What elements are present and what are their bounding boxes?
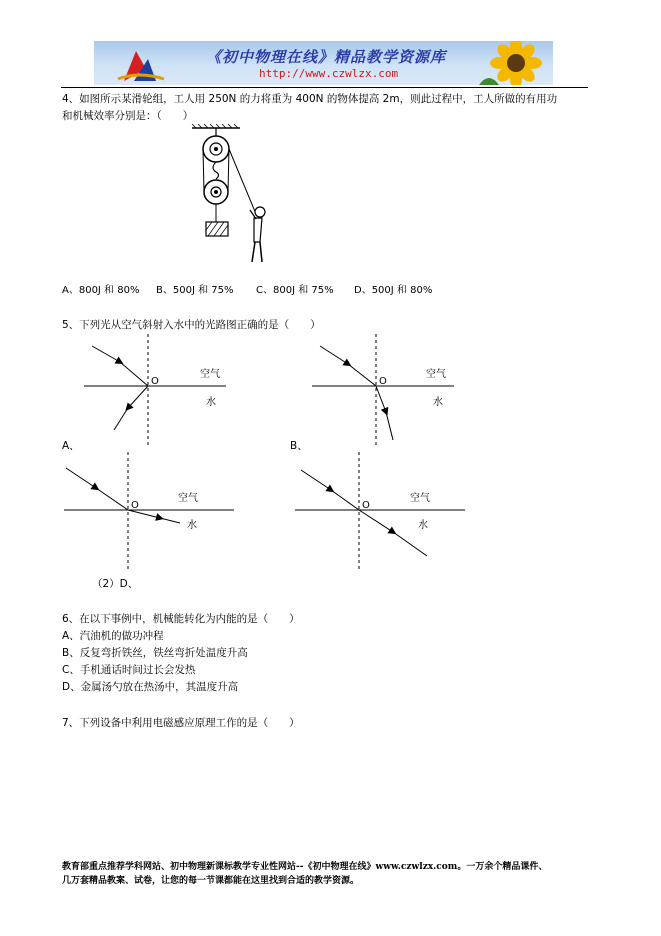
- q7-stem: 7、下列设备中利用电磁感应原理工作的是（ ）: [62, 717, 300, 729]
- q4-option-c: C、800J 和 75%: [256, 285, 334, 296]
- q5-c-air-label: 空气: [178, 493, 198, 504]
- q6-option-c: C、手机通话时间过长会发热: [62, 664, 196, 676]
- q5-b-air-label: 空气: [426, 369, 446, 380]
- q5-stem: 5、下列光从空气斜射入水中的光路图正确的是（ ）: [62, 319, 321, 331]
- q4-option-d: D、500J 和 80%: [354, 285, 433, 296]
- q5-b-water-label: 水: [433, 397, 443, 408]
- q6-option-d: D、金属汤勺放在热汤中，其温度升高: [62, 681, 239, 693]
- q5-a-water-label: 水: [206, 397, 216, 408]
- q4-option-b: B、500J 和 75%: [156, 285, 234, 296]
- q4-stem-line2: 和机械效率分别是：（ ）: [62, 110, 194, 122]
- q5-b-point-label: O: [379, 376, 387, 387]
- q5-diagram-a: [80, 334, 230, 449]
- q5-label-cd: （2）D、: [92, 578, 139, 590]
- q6-option-b: B、反复弯折铁丝，铁丝弯折处温度升高: [62, 647, 248, 659]
- banner-title: 《初中物理在线》精品教学资源库: [206, 48, 447, 66]
- q5-a-air-label: 空气: [200, 369, 220, 380]
- q5-diagram-d: [293, 452, 468, 574]
- q5-c-point-label: O: [131, 500, 139, 511]
- q4-option-a: A、800J 和 80%: [62, 285, 140, 296]
- pulley-diagram: [190, 124, 280, 264]
- footer-line2: 几万套精品教案、试卷，让您的每一节课都能在这里找到合适的教学资源。: [62, 876, 360, 886]
- q5-d-point-label: O: [362, 500, 370, 511]
- banner-url: http://www.czwlzx.com: [259, 67, 399, 80]
- q5-label-b: B、: [290, 440, 308, 452]
- q5-diagram-c: [62, 452, 237, 574]
- q5-diagram-b: [308, 334, 458, 449]
- q4-stem-line1: 4、如图所示某滑轮组，工人用 250N 的力将重为 400N 的物体提高 2m，则此过程中，工人所做的有用功: [62, 93, 558, 105]
- header-banner: [94, 41, 553, 85]
- footer-line1: 教育部重点推荐学科网站、初中物理新课标教学专业性网站--《初中物理在线》www.czwlzx.com。一万余个精品课件、: [62, 862, 548, 872]
- sunflower-icon: [479, 41, 553, 85]
- q5-label-a: A、: [62, 440, 80, 452]
- q5-a-point-label: O: [151, 376, 159, 387]
- q6-stem: 6、在以下事例中，机械能转化为内能的是（ ）: [62, 613, 300, 625]
- q6-option-a: A、汽油机的做功冲程: [62, 630, 164, 642]
- q5-d-water-label: 水: [418, 520, 428, 531]
- q5-c-water-label: 水: [187, 520, 197, 531]
- header-rule: [61, 87, 588, 88]
- page-footer: [62, 860, 547, 888]
- q5-d-air-label: 空气: [410, 493, 430, 504]
